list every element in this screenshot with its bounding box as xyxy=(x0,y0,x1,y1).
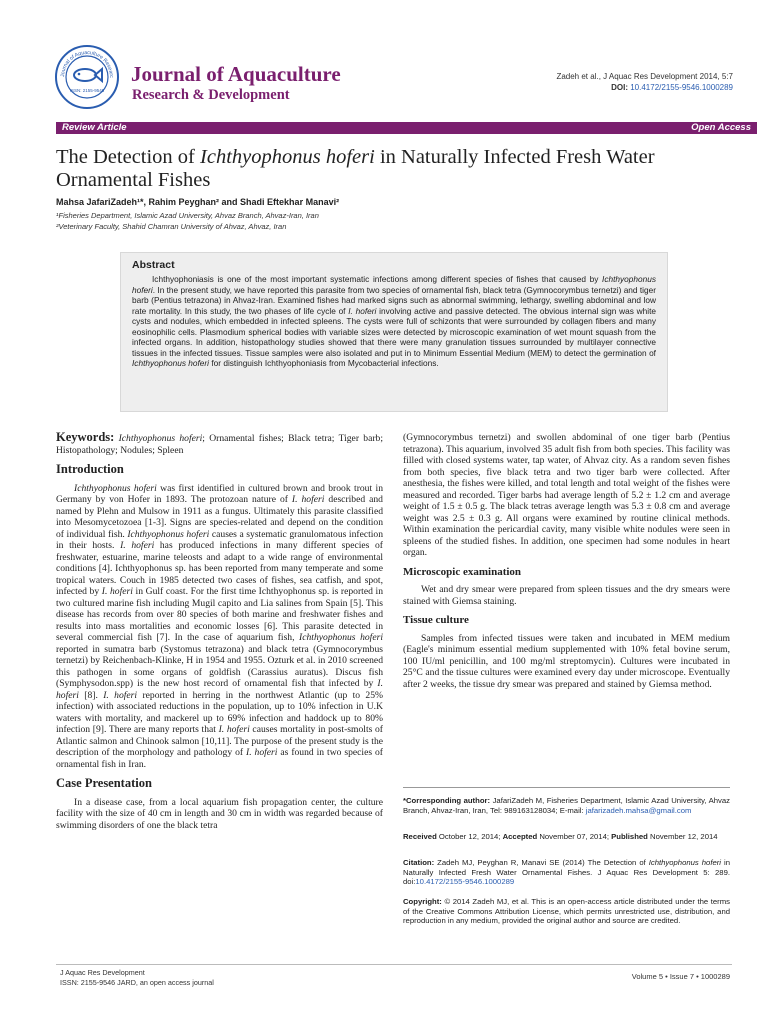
doi-link[interactable]: 10.4172/2155-9546.1000289 xyxy=(630,83,733,92)
right-column xyxy=(403,432,730,692)
corresponding-author: *Corresponding author: JafariZadeh M, Fisheries Department, Islamic Azad University, Ahvaz Branch, Ahvaz-Iran, Iran, Tel: 989163128034; E-mail: jafarizadeh.mahsa@gmail.com xyxy=(403,796,730,815)
article-dates: Received October 12, 2014; Accepted November 07, 2014; Published November 12, 2014 xyxy=(403,832,718,841)
microscopic-examination-paragraph: Wet and dry smear were prepared from spleen tissues and the dry smears were stained with Giemsa staining. xyxy=(403,584,730,607)
tissue-culture-paragraph: Samples from infected tissues were taken and incubated in MEM medium (Eagle's minimum essential medium supplemented with 10% fetal bovine serum, 100 IU/ml penicillin, and 100 mg/ml streptomycin). Cultures were incubated in 25°C and the tissue cultures were examined every day under microscope. Eventually after 2 weeks, the tissue dry smear was prepared and stained by Giemsa method. xyxy=(403,632,730,690)
fish-seal-icon xyxy=(54,44,120,110)
abstract-text: Ichthyophoniasis is one of the most important systematic infections among different species of fishes that caused by Ichthyophonus hoferi. In the present study, we have reported this parasite from two species of ornamental fish, black tetra (Gymnocorymbus ternetzi) and tiger barb (Pentius tetrazona) in Ahvaz-Iran. Examined fishes had marked signs such as abnormal swimming, lethargy, swelling abdominal and low rate mortality. In this study, the two phases of life cycle of I. hoferi involving active and passive detected. The obvious internal sign was white cysts and nodules, which embedded in infected spleens. The cysts were full of schizonts that were surrounded by collagen fibers and many eosinophilic cells. Plasmodium spherical bodies with variable sizes were detected by microscopic examination of wet mount squash from the infected organs. In addition, histopathology studies showed that there were many granulation tissues surrounded by multilayer connective tissues in the infected tissues. Tissue samples were also isolated and put in to Minimum Essential Medium (MEM) to detect the germination of Ichthyophonus hoferi for distinguish Ichthyophoniasis from Mycobacterial infections. xyxy=(132,274,656,368)
case-presentation-heading: Case Presentation xyxy=(56,776,152,790)
abstract-heading: Abstract xyxy=(132,259,175,271)
abstract-box xyxy=(120,252,668,412)
open-access-label: Open Access xyxy=(691,122,751,133)
article-type-label: Review Article xyxy=(62,122,127,133)
journal-subtitle: Research & Development xyxy=(132,87,290,103)
author-email-link[interactable]: jafarizadeh.mahsa@gmail.com xyxy=(585,805,692,815)
footer-volume: Volume 5 • Issue 7 • 1000289 xyxy=(631,972,730,981)
doi-label: DOI: xyxy=(611,83,628,92)
case-paragraph-continued: (Gymnocorymbus ternetzi) and swollen abdominal of one tiger barb (Pentius tetrazona). This aquarium, involved 35 adult fish from both species. This facility was filled with closed systems water, tap water, of Ahvaz city. As a random seven fishes from both species, five black tetra and two tiger barb were collected. After anesthesia, the fishes were killed, and total length and total weight of the fishes were measured and recorded. Tiger barbs had average length of 5.2 ± 1.2 cm and average weight of 1.5 ± 0.5 g. The black tetras average length was 5.3 ± 0.8 cm and average weight was 2.5 ± 0.3 g. All organs were examined by routine clinical methods. Within examination the pericardial cavity, many visible white nodules were seen in spleens of the studied fishes. In addition, one specimen had some nodules in heart organ. xyxy=(403,432,730,558)
footer-divider xyxy=(56,964,732,965)
article-type-banner xyxy=(56,122,757,134)
affiliation-1: ¹Fisheries Department, Islamic Azad University, Ahvaz Branch, Ahvaz-Iran, Iran xyxy=(56,211,319,220)
logo-seal-text: Journal of Aquaculture Researc xyxy=(59,49,115,78)
header-citation: Zadeh et al., J Aquac Res Development 2014, 5:7 xyxy=(556,72,733,81)
introduction-heading: Introduction xyxy=(56,462,124,476)
header-doi xyxy=(611,83,733,92)
journal-title: Journal of Aquaculture xyxy=(131,62,341,86)
copyright-block: Copyright: © 2014 Zadeh MJ, et al. This is an open-access article distributed under the terms of the Creative Commons Attribution License, which permits unrestricted use, distribution, and reproduction in any medium, provided the original author and source are credited. xyxy=(403,897,730,925)
journal-logo xyxy=(54,44,120,110)
tissue-culture-heading: Tissue culture xyxy=(403,614,469,626)
footer-issn: ISSN: 2155-9546 JARD, an open access journal xyxy=(60,977,214,987)
microscopic-examination-heading: Microscopic examination xyxy=(403,565,522,578)
left-column xyxy=(56,432,383,833)
citation-block: Citation: Zadeh MJ, Peyghan R, Manavi SE (2014) The Detection of Ichthyophonus hoferi in Naturally Infected Fresh Water Ornamental Fishes. J Aquac Res Development 5: 289. doi:10.4172/2155-9546.1000289 xyxy=(403,858,730,886)
keywords: Keywords: Ichthyophonus hoferi; Ornamental fishes; Black tetra; Tiger barb; Histopathology; Nodules; Spleen xyxy=(56,430,383,456)
case-paragraph-start: In a disease case, from a local aquarium fish propagation center, the culture facility with the size of 40 cm in length and 30 cm in width was regarded because of swimming disorders of one the black tetra xyxy=(56,796,383,831)
footer-journal xyxy=(60,968,214,987)
citation-doi-link[interactable]: 10.4172/2155-9546.1000289 xyxy=(415,877,515,886)
authors: Mahsa JafariZadeh¹*, Rahim Peyghan² and Shadi Eftekhar Manavi² xyxy=(56,197,340,207)
introduction-paragraph: Ichthyophonus hoferi was first identified in cultured brown and brook trout in Germany by von Hofer in 1893. The protozoan nature of I. hoferi described and named by Plehn and Mulsow in 1911 as a fungus. Ultimately this parasite classified into Mesomycetozoea [1-3]. Signs are species-related and depend on the condition of individual fish. Ichthyophonus hoferi causes a systematic granulomatous infection in their hosts. I. hoferi has produced infections in many different species of freshwater, estuarine, marine teleosts and adapt to a wide range of environmental conditions [4]. Ichthyophonus sp. has been reported from many temperate and some tropical waters. Couch in 1985 detected two cases of fishes, sea catfish, and spot, infected by I. hoferi in Gulf coast. For the first time Ichthyophonus sp. is reported in two cultured marine fish including Mugil capito and Lia salines from Spain [5]. This disease has records from over 80 species of both marine and freshwater fishes and results into mass mortalities and economic losses [6]. This parasite detected in several commercial fish [7]. In the case of aquarium fish, Ichthyophonus hoferi reported in sumatra barb (Systomus tetrazona) and black tetra (Gymnocorymbus ternetzi) by Reichenbach-Klinke, H in 1954 and 1955. Ozturk et al. in 2010 screened this pathogen in some organs of goldfish (Carassius auratus). Discus fish (Symphysodon.spp) is the new host record of ornamental fish that infected by I. hoferi [8]. I. hoferi reported in herring in the northwest Atlantic (up to 25% infection) with associated reductions in the population, up to 10% infection in U.K waters with mortality, and mackerel up to 69% infection and haddock up to 80% infection [9]. There are many reports that I. hoferi causes mortality in post-smolts of Atlantic salmon and Chinook salmon [10,11]. The purpose of the present study is the description of the morphology and pathology of I. hoferi as found in two species of ornamental fish in Iran. xyxy=(56,482,384,770)
article-title: The Detection of Ichthyophonus hoferi in Naturally Infected Fresh Water Ornamental Fishes xyxy=(56,146,655,191)
affiliation-2: ²Veterinary Faculty, Shahid Chamran University of Ahvaz, Ahvaz, Iran xyxy=(56,222,287,231)
footnote-divider xyxy=(403,787,730,788)
logo-issn: ISSN: 2155-9546 xyxy=(69,88,105,93)
footer-journal-name: J Aquac Res Development xyxy=(60,968,145,977)
